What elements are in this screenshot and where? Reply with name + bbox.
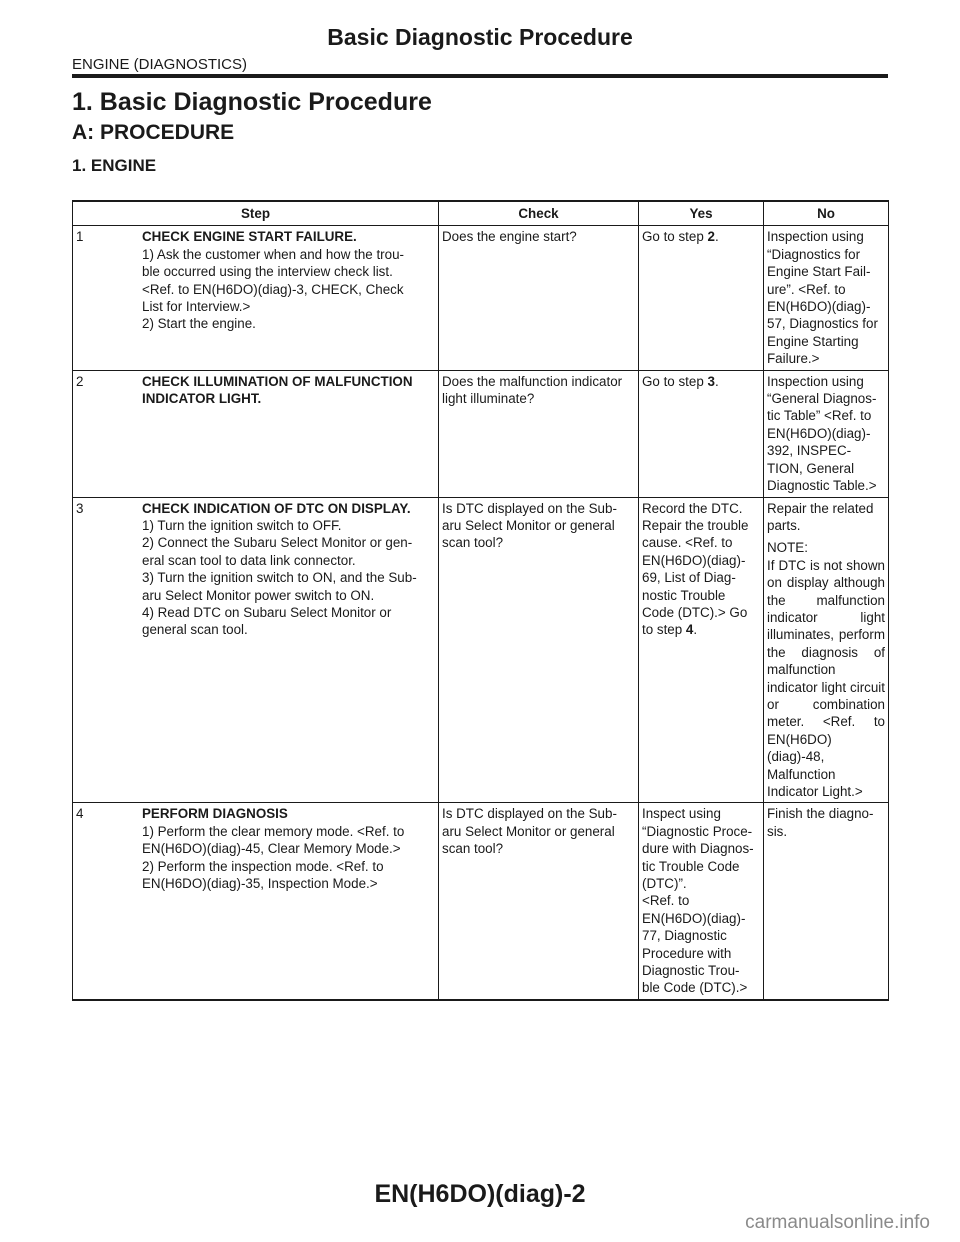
- yes-cell: [639, 497, 764, 803]
- step-number: 1: [76, 229, 84, 245]
- no-text-line: Failure.>: [767, 351, 820, 367]
- no-text-line: parts.: [767, 517, 801, 533]
- yes-text-line: (DTC)”.: [642, 876, 687, 892]
- step-text-line: EN(H6DO)(diag)-35, Inspection Mode.>: [142, 876, 378, 892]
- check-text-line: aru Select Monitor or general: [442, 823, 615, 839]
- table-row: [73, 370, 889, 497]
- no-text-line: “Diagnostics for: [767, 246, 861, 262]
- note-label: NOTE:: [767, 540, 808, 556]
- step-ref: 3: [707, 373, 715, 389]
- step-heading: CHECK ILLUMINATION OF MALFUNCTION: [142, 373, 413, 389]
- yes-text-line: [642, 621, 760, 638]
- no-text-line: Repair the related: [767, 500, 874, 516]
- page-header-section: ENGINE (DIAGNOSTICS): [72, 56, 248, 73]
- no-cell: [764, 803, 889, 1000]
- no-text-line: TION, General: [767, 460, 855, 476]
- no-cell: [764, 497, 889, 803]
- yes-text-end: .: [714, 229, 719, 245]
- no-text-line: Engine Start Fail-: [767, 264, 871, 280]
- yes-text-line: cause. <Ref. to: [642, 535, 733, 551]
- yes-text-line: <Ref. to: [642, 893, 690, 909]
- step-text-line: 1) Perform the clear memory mode. <Ref. to: [142, 823, 405, 839]
- yes-text: Go to step: [642, 373, 708, 389]
- step-text-line: <Ref. to EN(H6DO)(diag)-3, CHECK, Check: [142, 281, 404, 297]
- yes-text-line: Diagnostic Trou-: [642, 963, 740, 979]
- step-text-line: EN(H6DO)(diag)-45, Clear Memory Mode.>: [142, 841, 401, 857]
- step-cell: [73, 803, 439, 1000]
- check-text-line: Is DTC displayed on the Sub-: [442, 806, 617, 822]
- step-text-line: general scan tool.: [142, 622, 248, 638]
- section-heading: 1. Basic Diagnostic Procedure: [72, 88, 432, 116]
- yes-text-line: 69, List of Diag-: [642, 570, 736, 586]
- yes-text-line: Procedure with: [642, 945, 732, 961]
- yes-text-line: tic Trouble Code: [642, 858, 740, 874]
- yes-text-line: nostic Trouble: [642, 587, 726, 603]
- check-text-line: Is DTC displayed on the Sub-: [442, 500, 617, 516]
- no-text-line: Diagnostic Table.>: [767, 478, 877, 494]
- column-header-check: Check: [439, 201, 639, 226]
- column-header-yes: Yes: [639, 201, 764, 226]
- check-text: Does the engine start?: [442, 229, 577, 245]
- column-header-step: Step: [73, 201, 439, 226]
- table-row: [73, 497, 889, 803]
- step-heading: PERFORM DIAGNOSIS: [142, 806, 288, 822]
- yes-text-line: Code (DTC).> Go: [642, 604, 748, 620]
- step-number: 4: [76, 806, 84, 822]
- step-text-line: 1) Ask the customer when and how the trou-: [142, 246, 404, 262]
- no-cell: [764, 370, 889, 497]
- check-text-line: scan tool?: [442, 841, 504, 857]
- no-text-line: Inspection using: [767, 373, 864, 389]
- yes-text-line: ble Code (DTC).>: [642, 980, 748, 996]
- step-heading: CHECK INDICATION OF DTC ON DISPLAY.: [142, 500, 411, 516]
- step-text-line: 2) Start the engine.: [142, 316, 256, 332]
- no-text-line: 392, INSPEC-: [767, 443, 852, 459]
- no-text-line: EN(H6DO)(diag)-: [767, 425, 871, 441]
- yes-cell: [639, 803, 764, 1000]
- no-text-line: ure”. <Ref. to: [767, 281, 846, 297]
- step-number: 3: [76, 500, 84, 516]
- check-text-line: aru Select Monitor or general: [442, 517, 615, 533]
- subsection-heading: A: PROCEDURE: [72, 121, 235, 144]
- yes-text-line: 77, Diagnostic: [642, 928, 727, 944]
- watermark: carmanualsonline.info: [745, 1212, 930, 1233]
- no-text-line: “General Diagnos-: [767, 391, 877, 407]
- step-text-line: 2) Perform the inspection mode. <Ref. to: [142, 858, 384, 874]
- step-text-line: ble occurred using the interview check list.: [142, 264, 393, 280]
- check-cell: [439, 226, 639, 370]
- yes-cell: [639, 226, 764, 370]
- check-cell: [439, 497, 639, 803]
- step-text-line: eral scan tool to data link connector.: [142, 552, 356, 568]
- check-cell: [439, 803, 639, 1000]
- step-number: 2: [76, 373, 84, 389]
- yes-text-line: EN(H6DO)(diag)-: [642, 552, 746, 568]
- diagnostic-procedure-table: [72, 200, 889, 1001]
- yes-text-end: .: [693, 622, 698, 638]
- table-row: [73, 226, 889, 370]
- step-text-line: 1) Turn the ignition switch to OFF.: [142, 517, 342, 533]
- step-text-line: aru Select Monitor power switch to ON.: [142, 587, 375, 603]
- step-heading: CHECK ENGINE START FAILURE.: [142, 229, 357, 245]
- header-divider: [72, 74, 888, 78]
- step-heading: INDICATOR LIGHT.: [142, 391, 262, 407]
- no-text-line: 57, Diagnostics for: [767, 316, 878, 332]
- step-cell: [73, 497, 439, 803]
- step-text-line: 4) Read DTC on Subaru Select Monitor or: [142, 604, 392, 620]
- step-text-line: List for Interview.>: [142, 299, 251, 315]
- column-header-no: No: [764, 201, 889, 226]
- step-cell: [73, 226, 439, 370]
- no-text-line: Inspection using: [767, 229, 864, 245]
- step-ref: 2: [707, 229, 715, 245]
- check-cell: [439, 370, 639, 497]
- page-number-footer: EN(H6DO)(diag)-2: [374, 1180, 586, 1208]
- no-text-line: sis.: [767, 823, 788, 839]
- step-cell: [73, 370, 439, 497]
- step-text-line: 3) Turn the ignition switch to ON, and the Sub-: [142, 570, 417, 586]
- page-header-title: Basic Diagnostic Procedure: [327, 24, 633, 50]
- no-text-line: EN(H6DO)(diag)-: [767, 299, 871, 315]
- check-text-line: light illuminate?: [442, 391, 535, 407]
- yes-text-line: “Diagnostic Proce-: [642, 823, 753, 839]
- step-text-line: 2) Connect the Subaru Select Monitor or gen-: [142, 535, 413, 551]
- yes-text: to step: [642, 622, 686, 638]
- yes-text-line: dure with Diagnos-: [642, 841, 754, 857]
- no-text-line: tic Table” <Ref. to: [767, 408, 872, 424]
- yes-cell: [639, 370, 764, 497]
- yes-text-line: Record the DTC.: [642, 500, 743, 516]
- subsubsection-heading: 1. ENGINE: [72, 156, 157, 175]
- yes-text: Go to step: [642, 229, 708, 245]
- step-ref: 4: [685, 622, 694, 638]
- yes-text-end: .: [714, 373, 719, 389]
- yes-text-line: EN(H6DO)(diag)-: [642, 910, 746, 926]
- no-cell: [764, 226, 889, 370]
- table-row: [73, 803, 889, 1000]
- table-header-row: [73, 201, 889, 226]
- check-text-line: scan tool?: [442, 535, 504, 551]
- yes-text-line: Inspect using: [642, 806, 721, 822]
- no-text-line: Engine Starting: [767, 333, 859, 349]
- check-text-line: Does the malfunction indicator: [442, 373, 623, 389]
- no-text-line: Finish the diagno-: [767, 806, 874, 822]
- note-text: If DTC is not shown on display although the malfunction indicator light illuminates, perform the diagnosis of malfunction indicator light circuit or combination meter. <Ref. to EN(H6DO)(diag)-48, Malfunction Indicator Light.>: [767, 557, 885, 799]
- yes-text-line: Repair the trouble: [642, 517, 749, 533]
